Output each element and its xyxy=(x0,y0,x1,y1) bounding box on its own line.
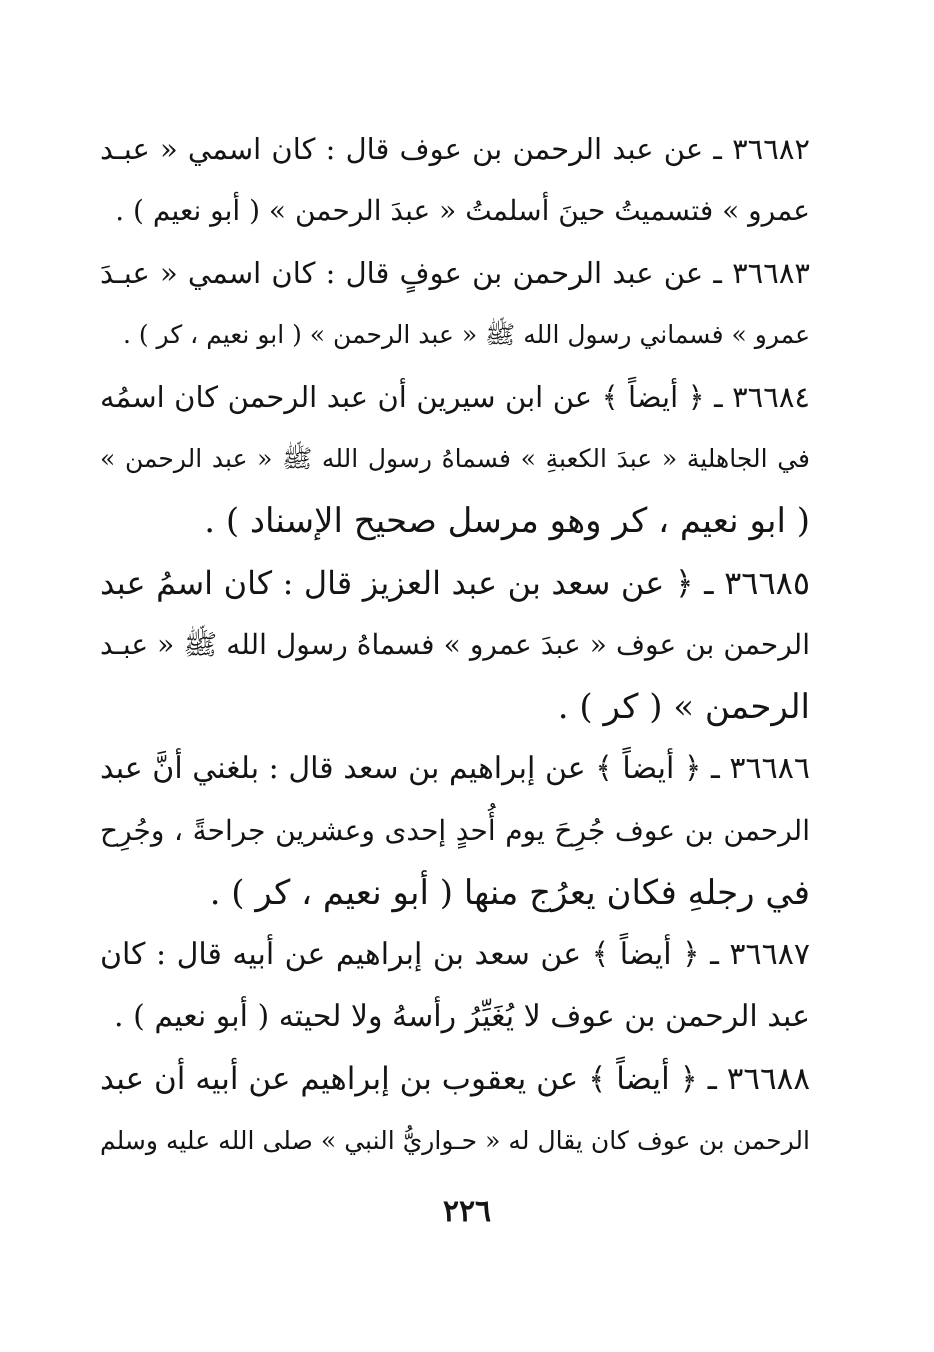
entry-line: ٣٦٦٨٢ ـ عن عبد الرحمن بن عوف قال : كان اسمي « عبـد xyxy=(100,132,810,166)
entry-line: عبد الرحمن بن عوف لا يُغَيِّرُ رأسهُ ولا لحيته ( أبو نعيم ) . xyxy=(114,999,810,1034)
entry-line: الرحمن بن عوف جُرِحَ يوم أُحدٍ إحدى وعشرين جراحةً ، وجُرِح xyxy=(100,814,810,847)
entry-line: ( ابو نعيم ، كر وهو مرسل صحيح الإسناد ) . xyxy=(204,501,810,541)
entry-line: عمرو » فتسميتُ حينَ أسلمتُ « عبدَ الرحمن » ( أبو نعيم ) . xyxy=(115,194,810,227)
entry-line: ٣٦٦٨٣ ـ عن عبد الرحمن بن عوفٍ قال : كان اسمي « عبـدَ xyxy=(100,256,810,290)
hadith-entry-36688 xyxy=(100,1048,810,1172)
hadith-entry-36683 xyxy=(100,242,810,366)
entry-line: ٣٦٦٨٦ ـ ﴿ أيضاً ﴾ عن إبراهيم بن سعد قال : بلغني أنَّ عبد xyxy=(100,751,810,786)
hadith-entry-36682 xyxy=(100,118,810,242)
entry-line: الرحمن » ( كر ) . xyxy=(557,687,810,727)
hadith-entry-36684 xyxy=(100,366,810,552)
entry-line: الرحمن بن عوف كان يقال له « حـواريُّ النبي » صلى الله عليه وسلم xyxy=(100,1126,810,1155)
hadith-entry-36686 xyxy=(100,738,810,924)
entry-line: في الجاهلية « عبدَ الكعبةِ » فسماهُ رسول الله ﷺ « عبد الرحمن » xyxy=(100,444,810,473)
entry-line: ٣٦٦٨٨ ـ ﴿ أيضاً ﴾ عن يعقوب بن إبراهيم عن أبيه أن عبد xyxy=(100,1061,810,1097)
entry-line: عمرو » فسماني رسول الله ﷺ « عبد الرحمن » ( ابو نعيم ، كر ) . xyxy=(122,320,810,349)
hadith-entry-36685 xyxy=(100,552,810,738)
entry-line: ٣٦٦٨٥ ـ ﴿ عن سعد بن عبد العزيز قال : كان اسمُ عبد xyxy=(100,564,810,602)
entry-line: ٣٦٦٨٤ ـ ﴿ أيضاً ﴾ عن ابن سيرين أن عبد الرحمن كان اسمُه xyxy=(100,380,810,414)
page-number: ٢٢٦ xyxy=(442,1194,492,1229)
entry-line: في رجلهِ فكان يعرُج منها ( أبو نعيم ، كر ) . xyxy=(209,873,810,913)
entry-line: الرحمن بن عوف « عبدَ عمرو » فسماهُ رسول الله ﷺ « عبـد xyxy=(100,628,810,661)
hadith-entry-36687 xyxy=(100,924,810,1048)
page-body xyxy=(100,118,810,1172)
entry-line: ٣٦٦٨٧ ـ ﴿ أيضاً ﴾ عن سعد بن إبراهيم عن أبيه قال : كان xyxy=(100,937,810,972)
